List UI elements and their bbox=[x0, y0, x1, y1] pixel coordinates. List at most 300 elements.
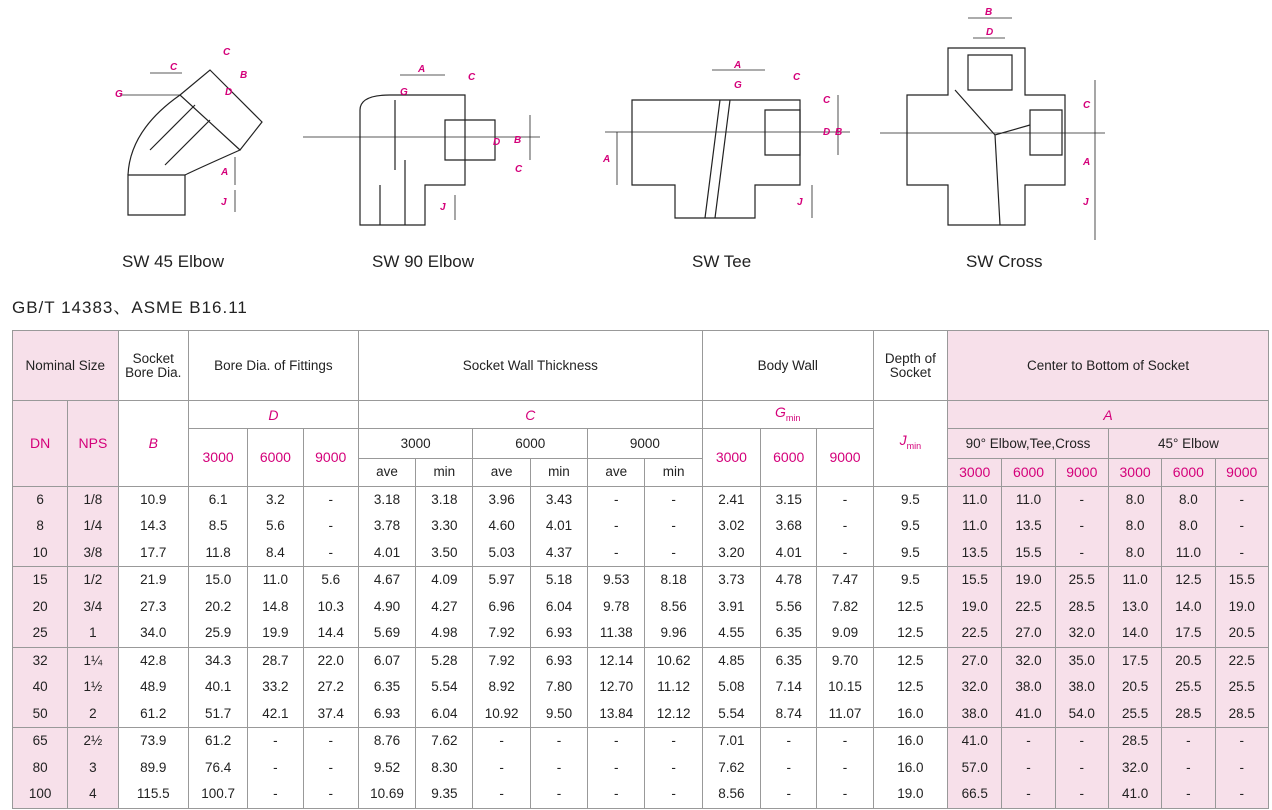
table-cell: 2 bbox=[68, 701, 118, 728]
table-cell: 20.5 bbox=[1108, 674, 1161, 701]
hdr-min: min bbox=[645, 459, 702, 487]
svg-text:C: C bbox=[793, 72, 801, 83]
hdr-ave: ave bbox=[473, 459, 530, 487]
table-cell: 5.6 bbox=[248, 513, 303, 540]
table-cell: 28.5 bbox=[1055, 594, 1108, 621]
table-cell: 10 bbox=[13, 540, 68, 567]
table-cell: 9.52 bbox=[358, 755, 415, 782]
table-row bbox=[13, 486, 1269, 513]
table-cell: 22.0 bbox=[303, 647, 358, 674]
table-cell: 89.9 bbox=[118, 755, 188, 782]
table-cell: 33.2 bbox=[248, 674, 303, 701]
table-cell: 25.9 bbox=[188, 620, 247, 647]
hdr-c-9000: 9000 bbox=[588, 429, 703, 459]
table-cell: - bbox=[248, 755, 303, 782]
table-cell: 11.12 bbox=[645, 674, 702, 701]
table-cell: - bbox=[761, 755, 817, 782]
table-cell: 4.85 bbox=[702, 647, 760, 674]
table-cell: 7.92 bbox=[473, 647, 530, 674]
svg-text:A: A bbox=[1083, 157, 1091, 168]
table-cell: 8.5 bbox=[188, 513, 247, 540]
table-cell: 32.0 bbox=[1002, 647, 1055, 674]
table-cell: 11.0 bbox=[1162, 540, 1215, 567]
table-cell: 13.5 bbox=[948, 540, 1002, 567]
table-cell: 9.35 bbox=[416, 781, 473, 808]
table-cell: - bbox=[1162, 755, 1215, 782]
table-cell: 10.62 bbox=[645, 647, 702, 674]
table-cell: - bbox=[1002, 781, 1055, 808]
table-row bbox=[13, 567, 1269, 594]
table-cell: 100.7 bbox=[188, 781, 247, 808]
table-cell: - bbox=[1055, 486, 1108, 513]
table-cell: 3.2 bbox=[248, 486, 303, 513]
table-cell: 4.01 bbox=[358, 540, 415, 567]
table-cell: - bbox=[1215, 728, 1269, 755]
table-cell: - bbox=[588, 486, 645, 513]
table-cell: 25 bbox=[13, 620, 68, 647]
table-cell: 38.0 bbox=[1055, 674, 1108, 701]
table-cell: - bbox=[473, 728, 530, 755]
table-cell: 11.0 bbox=[1108, 567, 1161, 594]
table-cell: - bbox=[303, 486, 358, 513]
table-cell: 3.18 bbox=[416, 486, 473, 513]
table-cell: 22.5 bbox=[1215, 647, 1269, 674]
table-cell: 4.98 bbox=[416, 620, 473, 647]
table-row bbox=[13, 620, 1269, 647]
table-cell: - bbox=[1055, 513, 1108, 540]
hdr-min: min bbox=[416, 459, 473, 487]
table-cell: 3/8 bbox=[68, 540, 118, 567]
table-cell: 8.0 bbox=[1162, 513, 1215, 540]
table-cell: 5.97 bbox=[473, 567, 530, 594]
table-row bbox=[13, 540, 1269, 567]
table-cell: 15.0 bbox=[188, 567, 247, 594]
hdr-socket-bore: Socket Bore Dia. bbox=[118, 331, 188, 401]
table-cell: 1½ bbox=[68, 674, 118, 701]
table-cell: 7.62 bbox=[702, 755, 760, 782]
svg-text:D: D bbox=[823, 127, 831, 138]
table-cell: 12.5 bbox=[873, 674, 947, 701]
table-cell: 6 bbox=[13, 486, 68, 513]
table-cell: - bbox=[530, 728, 587, 755]
table-cell: 27.0 bbox=[948, 647, 1002, 674]
table-cell: 3.78 bbox=[358, 513, 415, 540]
table-cell: 6.35 bbox=[761, 620, 817, 647]
table-cell: 9.53 bbox=[588, 567, 645, 594]
hdr-nps: NPS bbox=[68, 401, 118, 487]
table-row bbox=[13, 728, 1269, 755]
svg-text:G: G bbox=[115, 89, 123, 100]
table-cell: - bbox=[303, 513, 358, 540]
table-cell: - bbox=[817, 781, 873, 808]
fitting-drawings bbox=[0, 0, 1272, 290]
svg-text:A: A bbox=[221, 167, 229, 178]
table-cell: 16.0 bbox=[873, 755, 947, 782]
hdr-a45-3000: 3000 bbox=[1108, 459, 1161, 487]
hdr-bore-fittings: Bore Dia. of Fittings bbox=[188, 331, 358, 401]
table-cell: 3.73 bbox=[702, 567, 760, 594]
table-cell: 8.0 bbox=[1108, 540, 1161, 567]
table-cell: 17.7 bbox=[118, 540, 188, 567]
hdr-g: $G_{min}$ bbox=[702, 401, 873, 429]
table-cell: - bbox=[248, 728, 303, 755]
table-cell: - bbox=[1162, 728, 1215, 755]
table-cell: 61.2 bbox=[188, 728, 247, 755]
table-cell: 27.3 bbox=[118, 594, 188, 621]
table-cell: - bbox=[761, 728, 817, 755]
table-cell: 42.8 bbox=[118, 647, 188, 674]
svg-text:B: B bbox=[835, 127, 843, 138]
table-cell: - bbox=[303, 755, 358, 782]
table-cell: 15 bbox=[13, 567, 68, 594]
table-cell: - bbox=[588, 513, 645, 540]
table-cell: 5.6 bbox=[303, 567, 358, 594]
svg-text:D: D bbox=[225, 87, 233, 98]
table-cell: 10.69 bbox=[358, 781, 415, 808]
table-cell: 65 bbox=[13, 728, 68, 755]
table-cell: 27.2 bbox=[303, 674, 358, 701]
hdr-body-wall: Body Wall bbox=[702, 331, 873, 401]
table-cell: - bbox=[645, 728, 702, 755]
table-cell: 11.8 bbox=[188, 540, 247, 567]
table-cell: 16.0 bbox=[873, 728, 947, 755]
svg-text:A: A bbox=[603, 154, 611, 165]
table-cell: 41.0 bbox=[948, 728, 1002, 755]
caption-sw45: SW 45 Elbow bbox=[122, 252, 225, 271]
table-cell: 1¼ bbox=[68, 647, 118, 674]
table-cell: 15.5 bbox=[1215, 567, 1269, 594]
hdr-d-9000: 9000 bbox=[303, 429, 358, 487]
table-cell: - bbox=[1055, 728, 1108, 755]
table-cell: 1/2 bbox=[68, 567, 118, 594]
table-cell: 5.18 bbox=[530, 567, 587, 594]
table-cell: 3.15 bbox=[761, 486, 817, 513]
table-cell: 51.7 bbox=[188, 701, 247, 728]
table-cell: 8.4 bbox=[248, 540, 303, 567]
table-cell: 61.2 bbox=[118, 701, 188, 728]
svg-text:A: A bbox=[418, 64, 426, 75]
table-cell: - bbox=[473, 781, 530, 808]
table-cell: 4.01 bbox=[530, 513, 587, 540]
table-cell: 115.5 bbox=[118, 781, 188, 808]
table-cell: 11.0 bbox=[248, 567, 303, 594]
table-cell: 8.56 bbox=[702, 781, 760, 808]
table-cell: - bbox=[817, 540, 873, 567]
hdr-d-3000: 3000 bbox=[188, 429, 247, 487]
table-cell: 14.0 bbox=[1108, 620, 1161, 647]
table-cell: 76.4 bbox=[188, 755, 247, 782]
table-cell: 3.20 bbox=[702, 540, 760, 567]
table-cell: 11.0 bbox=[1002, 486, 1055, 513]
table-cell: 14.8 bbox=[248, 594, 303, 621]
table-cell: 14.4 bbox=[303, 620, 358, 647]
hdr-elbow45: 45° Elbow bbox=[1108, 429, 1268, 459]
hdr-min: min bbox=[530, 459, 587, 487]
sw-cross-drawing bbox=[880, 18, 1105, 240]
table-cell: 10.3 bbox=[303, 594, 358, 621]
table-cell: 11.07 bbox=[817, 701, 873, 728]
table-cell: 57.0 bbox=[948, 755, 1002, 782]
table-cell: - bbox=[530, 755, 587, 782]
table-cell: 42.1 bbox=[248, 701, 303, 728]
table-cell: 7.82 bbox=[817, 594, 873, 621]
hdr-elbow90: 90° Elbow,Tee,Cross bbox=[948, 429, 1109, 459]
table-cell: 6.04 bbox=[530, 594, 587, 621]
table-cell: 32.0 bbox=[1055, 620, 1108, 647]
table-cell: 14.0 bbox=[1162, 594, 1215, 621]
table-cell: - bbox=[1162, 781, 1215, 808]
standard-label: GB/T 14383、ASME B16.11 bbox=[12, 298, 248, 317]
table-cell: 40.1 bbox=[188, 674, 247, 701]
table-cell: 41.0 bbox=[1108, 781, 1161, 808]
table-cell: 10.15 bbox=[817, 674, 873, 701]
table-cell: 25.5 bbox=[1215, 674, 1269, 701]
table-cell: 3 bbox=[68, 755, 118, 782]
hdr-socket-wall: Socket Wall Thickness bbox=[358, 331, 702, 401]
table-cell: - bbox=[817, 513, 873, 540]
table-cell: 9.78 bbox=[588, 594, 645, 621]
table-cell: 4.78 bbox=[761, 567, 817, 594]
table-cell: 6.96 bbox=[473, 594, 530, 621]
table-cell: 8.18 bbox=[645, 567, 702, 594]
table-cell: 17.5 bbox=[1108, 647, 1161, 674]
table-row bbox=[13, 701, 1269, 728]
table-cell: 13.84 bbox=[588, 701, 645, 728]
table-cell: - bbox=[1215, 540, 1269, 567]
hdr-a90-9000: 9000 bbox=[1055, 459, 1108, 487]
table-cell: 6.07 bbox=[358, 647, 415, 674]
sw90-elbow-drawing bbox=[303, 75, 540, 225]
table-cell: 28.5 bbox=[1215, 701, 1269, 728]
table-cell: 32.0 bbox=[948, 674, 1002, 701]
table-cell: 8.92 bbox=[473, 674, 530, 701]
table-cell: - bbox=[1002, 728, 1055, 755]
table-cell: 7.47 bbox=[817, 567, 873, 594]
table-cell: 6.93 bbox=[530, 620, 587, 647]
table-cell: 5.08 bbox=[702, 674, 760, 701]
table-cell: 17.5 bbox=[1162, 620, 1215, 647]
hdr-a90-6000: 6000 bbox=[1002, 459, 1055, 487]
table-cell: 19.0 bbox=[948, 594, 1002, 621]
caption-cross: SW Cross bbox=[966, 252, 1043, 271]
table-cell: 12.14 bbox=[588, 647, 645, 674]
table-row bbox=[13, 781, 1269, 808]
table-cell: 1/8 bbox=[68, 486, 118, 513]
svg-text:B: B bbox=[985, 7, 993, 18]
svg-text:B: B bbox=[514, 135, 522, 146]
table-cell: 100 bbox=[13, 781, 68, 808]
table-cell: 9.5 bbox=[873, 513, 947, 540]
table-cell: - bbox=[645, 781, 702, 808]
svg-text:J: J bbox=[1083, 197, 1089, 208]
svg-text:B: B bbox=[240, 70, 248, 81]
table-cell: - bbox=[530, 781, 587, 808]
table-cell: 1/4 bbox=[68, 513, 118, 540]
hdr-a45-9000: 9000 bbox=[1215, 459, 1269, 487]
table-cell: 6.93 bbox=[358, 701, 415, 728]
hdr-dn: DN bbox=[13, 401, 68, 487]
table-cell: 1 bbox=[68, 620, 118, 647]
table-cell: 6.1 bbox=[188, 486, 247, 513]
table-cell: 19.9 bbox=[248, 620, 303, 647]
hdr-ave: ave bbox=[358, 459, 415, 487]
hdr-g-6000: 6000 bbox=[761, 429, 817, 487]
table-cell: 8.76 bbox=[358, 728, 415, 755]
table-cell: 9.70 bbox=[817, 647, 873, 674]
table-cell: 22.5 bbox=[1002, 594, 1055, 621]
table-cell: 12.5 bbox=[873, 594, 947, 621]
table-cell: 3.50 bbox=[416, 540, 473, 567]
table-cell: 6.35 bbox=[761, 647, 817, 674]
table-cell: 54.0 bbox=[1055, 701, 1108, 728]
table-cell: - bbox=[588, 755, 645, 782]
table-cell: 7.14 bbox=[761, 674, 817, 701]
table-cell: 3.30 bbox=[416, 513, 473, 540]
table-cell: 12.12 bbox=[645, 701, 702, 728]
table-cell: 9.5 bbox=[873, 567, 947, 594]
table-cell: 4.60 bbox=[473, 513, 530, 540]
table-cell: 14.3 bbox=[118, 513, 188, 540]
table-cell: 8.56 bbox=[645, 594, 702, 621]
table-cell: 38.0 bbox=[1002, 674, 1055, 701]
table-cell: - bbox=[1002, 755, 1055, 782]
table-cell: 28.7 bbox=[248, 647, 303, 674]
table-cell: - bbox=[1215, 513, 1269, 540]
table-cell: 3.02 bbox=[702, 513, 760, 540]
table-cell: - bbox=[645, 540, 702, 567]
table-cell: 8.30 bbox=[416, 755, 473, 782]
table-cell: 73.9 bbox=[118, 728, 188, 755]
table-cell: 6.35 bbox=[358, 674, 415, 701]
hdr-j: $J_{min}$ bbox=[873, 401, 947, 487]
svg-text:C: C bbox=[515, 164, 523, 175]
hdr-g-9000: 9000 bbox=[817, 429, 873, 487]
table-cell: 16.0 bbox=[873, 701, 947, 728]
table-cell: 4 bbox=[68, 781, 118, 808]
table-cell: - bbox=[303, 728, 358, 755]
table-cell: 9.5 bbox=[873, 486, 947, 513]
hdr-center: Center to Bottom of Socket bbox=[948, 331, 1269, 401]
hdr-c-6000: 6000 bbox=[473, 429, 588, 459]
hdr-nominal-size: Nominal Size bbox=[13, 331, 119, 401]
table-cell: 3.43 bbox=[530, 486, 587, 513]
table-cell: 25.5 bbox=[1108, 701, 1161, 728]
svg-text:J: J bbox=[221, 197, 227, 208]
table-cell: 10.9 bbox=[118, 486, 188, 513]
hdr-a90-3000: 3000 bbox=[948, 459, 1002, 487]
table-cell: - bbox=[473, 755, 530, 782]
table-cell: 4.01 bbox=[761, 540, 817, 567]
table-cell: 11.0 bbox=[948, 513, 1002, 540]
table-cell: - bbox=[588, 540, 645, 567]
svg-text:G: G bbox=[734, 80, 742, 91]
svg-text:D: D bbox=[986, 27, 994, 38]
table-cell: 5.03 bbox=[473, 540, 530, 567]
table-cell: - bbox=[248, 781, 303, 808]
table-cell: 28.5 bbox=[1162, 701, 1215, 728]
table-cell: 8.0 bbox=[1108, 513, 1161, 540]
table-cell: 11.0 bbox=[948, 486, 1002, 513]
table-row bbox=[13, 594, 1269, 621]
table-row bbox=[13, 647, 1269, 674]
table-cell: 5.28 bbox=[416, 647, 473, 674]
table-row bbox=[13, 674, 1269, 701]
table-row bbox=[13, 755, 1269, 782]
table-cell: 3.96 bbox=[473, 486, 530, 513]
table-cell: 20.5 bbox=[1162, 647, 1215, 674]
table-cell: - bbox=[1055, 755, 1108, 782]
table-cell: 9.09 bbox=[817, 620, 873, 647]
table-cell: 7.01 bbox=[702, 728, 760, 755]
table-cell: 34.3 bbox=[188, 647, 247, 674]
table-cell: 20.5 bbox=[1215, 620, 1269, 647]
table-cell: 3/4 bbox=[68, 594, 118, 621]
table-cell: 3.68 bbox=[761, 513, 817, 540]
table-cell: 32 bbox=[13, 647, 68, 674]
table-cell: 50 bbox=[13, 701, 68, 728]
table-cell: 4.37 bbox=[530, 540, 587, 567]
table-cell: 27.0 bbox=[1002, 620, 1055, 647]
table-cell: 11.38 bbox=[588, 620, 645, 647]
svg-text:C: C bbox=[823, 95, 831, 106]
table-cell: 40 bbox=[13, 674, 68, 701]
table-cell: 8.74 bbox=[761, 701, 817, 728]
table-cell: - bbox=[817, 728, 873, 755]
table-cell: 5.56 bbox=[761, 594, 817, 621]
table-cell: 4.90 bbox=[358, 594, 415, 621]
table-cell: 38.0 bbox=[948, 701, 1002, 728]
table-cell: - bbox=[645, 513, 702, 540]
table-cell: 32.0 bbox=[1108, 755, 1161, 782]
caption-sw90: SW 90 Elbow bbox=[372, 252, 475, 271]
table-cell: 12.5 bbox=[873, 620, 947, 647]
table-cell: - bbox=[303, 540, 358, 567]
table-cell: - bbox=[1215, 781, 1269, 808]
table-cell: - bbox=[303, 781, 358, 808]
table-body bbox=[13, 486, 1269, 808]
dimensions-table bbox=[12, 330, 1269, 809]
table-cell: - bbox=[1215, 755, 1269, 782]
table-cell: 9.50 bbox=[530, 701, 587, 728]
table-cell: 8.0 bbox=[1108, 486, 1161, 513]
svg-text:C: C bbox=[223, 47, 231, 58]
table-cell: 41.0 bbox=[1002, 701, 1055, 728]
table-cell: - bbox=[817, 486, 873, 513]
table-cell: 5.54 bbox=[416, 674, 473, 701]
table-cell: 4.09 bbox=[416, 567, 473, 594]
table-cell: 15.5 bbox=[948, 567, 1002, 594]
table-cell: 5.69 bbox=[358, 620, 415, 647]
svg-text:D: D bbox=[493, 137, 501, 148]
table-cell: 4.27 bbox=[416, 594, 473, 621]
table-cell: - bbox=[588, 781, 645, 808]
table-cell: 35.0 bbox=[1055, 647, 1108, 674]
table-cell: - bbox=[761, 781, 817, 808]
table-cell: 28.5 bbox=[1108, 728, 1161, 755]
table-cell: - bbox=[817, 755, 873, 782]
table-cell: - bbox=[645, 486, 702, 513]
sw45-elbow-drawing bbox=[120, 70, 262, 215]
hdr-depth: Depth of Socket bbox=[873, 331, 947, 401]
sw-tee-drawing bbox=[605, 70, 850, 218]
table-cell: 8.0 bbox=[1162, 486, 1215, 513]
table-cell: 12.70 bbox=[588, 674, 645, 701]
table-cell: 22.5 bbox=[948, 620, 1002, 647]
svg-text:A: A bbox=[734, 60, 742, 71]
table-cell: - bbox=[1215, 486, 1269, 513]
table-cell: 7.92 bbox=[473, 620, 530, 647]
table-cell: 13.5 bbox=[1002, 513, 1055, 540]
